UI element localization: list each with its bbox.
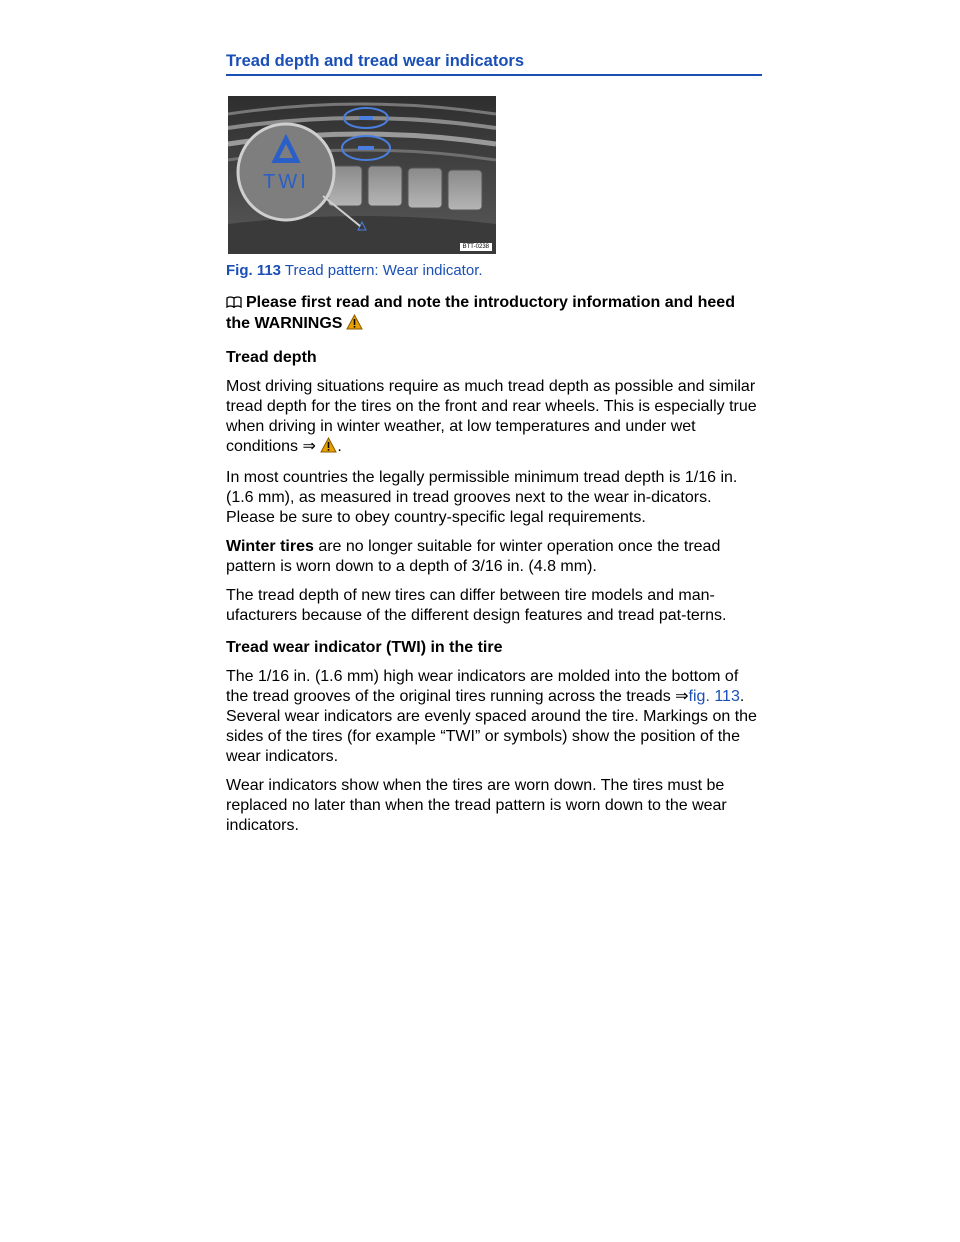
paragraph-twi-2: Wear indicators show when the tires are worn down. The tires must be replaced no later than when the tread pattern is worn down to the wear indicators. <box>226 777 727 834</box>
intro-note <box>226 293 762 336</box>
figure-caption <box>226 262 762 279</box>
paragraph-tread-depth-2: In most countries the legally permissible minimum tread depth is 1/16 in. (1.6 mm), as measured in tread grooves next to the wear in-dicators. Please be sure to obey country-specific legal requirements. <box>226 469 738 526</box>
figure-caption-text: Tread pattern: Wear indicator. <box>281 262 483 279</box>
warning-triangle-icon[interactable] <box>346 314 363 336</box>
paragraph-end: . <box>337 438 342 455</box>
figure-code: BTT-0238 <box>460 243 492 251</box>
paragraph-text: Most driving situations require as much tread depth as possible and similar tread depth for the tires on the front and rear wheels. This is especially true when driving in winter weather, at low temperatures and under wet conditions ⇒ <box>226 378 757 455</box>
paragraph-winter-tires <box>226 537 762 577</box>
section-title: Tread depth and tread wear indicators <box>226 52 762 76</box>
paragraph-text: The 1/16 in. (1.6 mm) high wear indicators are molded into the bottom of the tread grooves of the original tires running across the treads ⇒ <box>226 668 739 705</box>
intro-text: Please first read and note the introductory information and heed the WARNINGS <box>226 294 735 332</box>
paragraph-tread-depth-1 <box>226 377 762 459</box>
paragraph-twi-1 <box>226 667 762 767</box>
winter-tires-term: Winter tires <box>226 538 314 555</box>
paragraph-text: . Several wear indicators are evenly spaced around the tire. Markings on the sides of the tires (for example “TWI” or symbols) show the position of the wear indicators. <box>226 688 757 765</box>
paragraph-text: are no longer suitable for winter operation once the tread pattern is worn down to a depth of 3/16 in. (4.8 mm). <box>226 538 721 575</box>
heading-twi: Tread wear indicator (TWI) in the tire <box>226 639 503 656</box>
book-icon <box>226 294 242 314</box>
manual-page <box>226 52 762 836</box>
figure-number: Fig. 113 <box>226 262 282 279</box>
paragraph-tread-depth-4: The tread depth of new tires can differ between tire models and man-ufacturers because of the different design features and tread pat-terns. <box>226 587 727 624</box>
twi-label: TWI <box>263 171 309 193</box>
tire-tread-figure <box>228 96 496 254</box>
heading-tread-depth: Tread depth <box>226 349 317 366</box>
figure-link[interactable]: fig. 113 <box>688 688 740 705</box>
tire-tread-illustration <box>228 96 496 254</box>
warning-triangle-icon[interactable] <box>320 437 337 459</box>
